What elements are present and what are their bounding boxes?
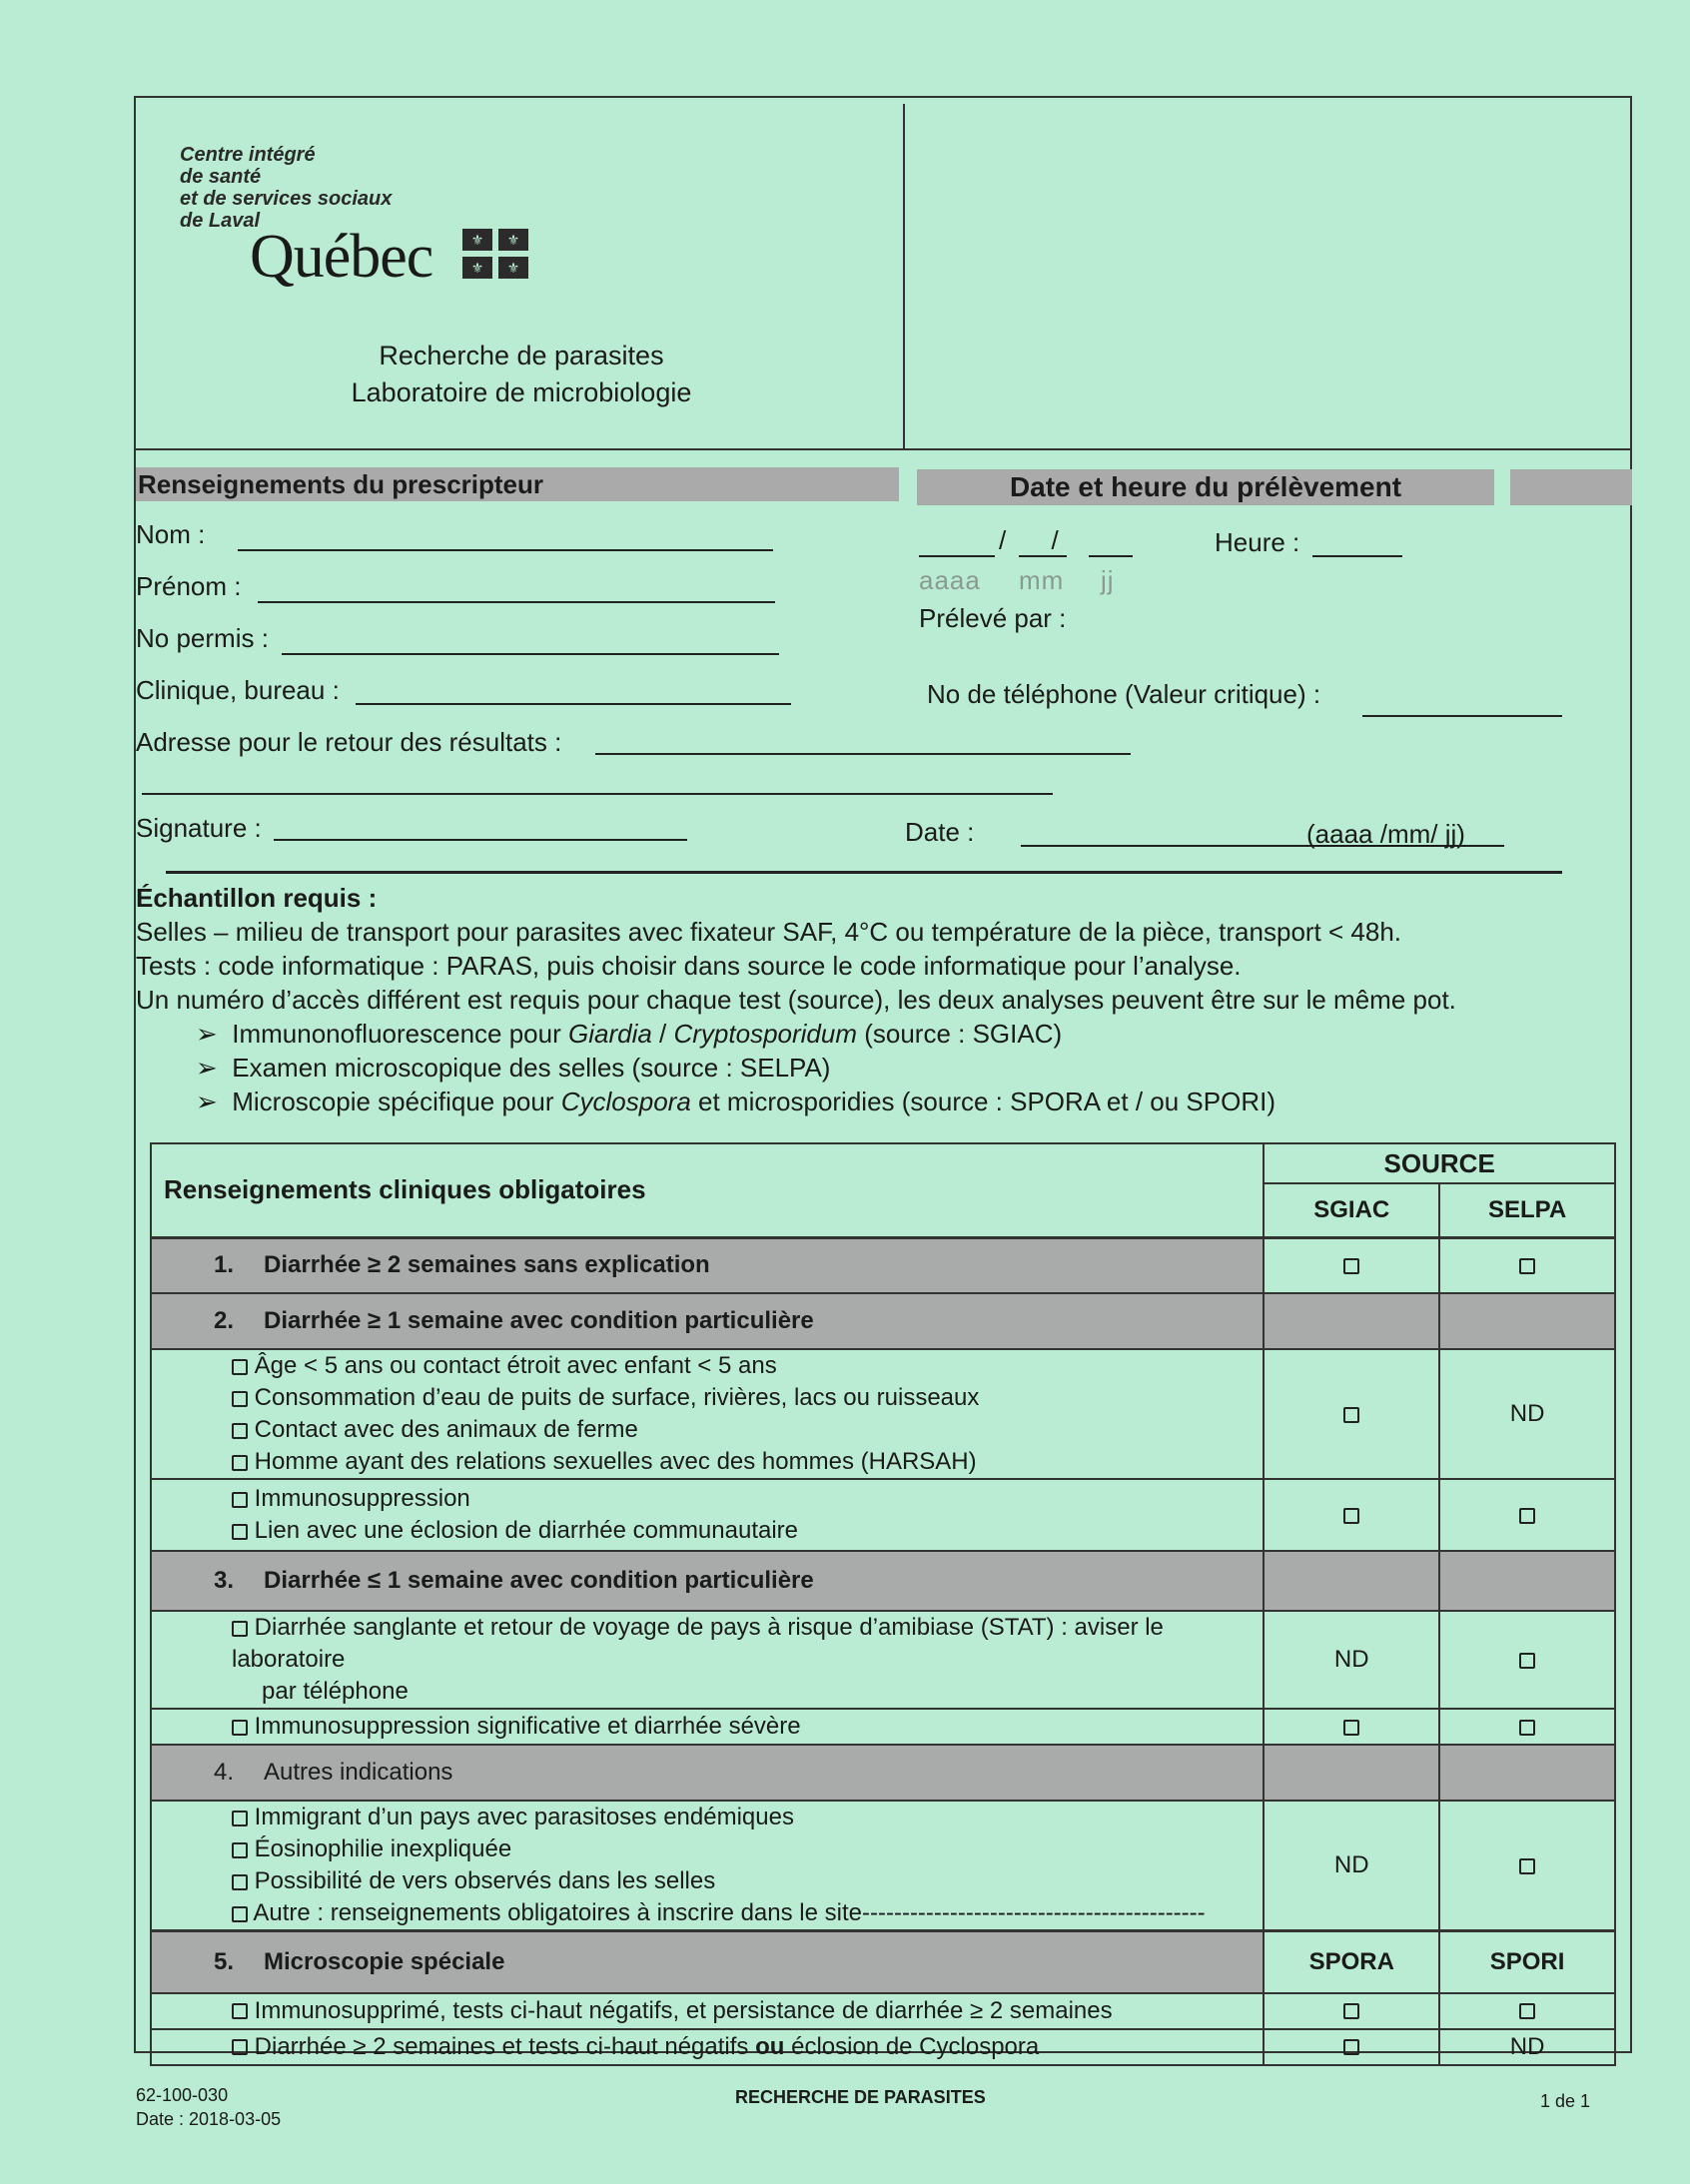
prescriber-section-bar xyxy=(136,467,899,501)
checkbox-icon[interactable] xyxy=(232,1621,248,1637)
form-title xyxy=(262,338,781,411)
row-3-empty xyxy=(1264,1551,1439,1611)
bullet-italic: Cyclospora xyxy=(560,1087,691,1116)
bullet-immunofluorescence: ➢ Immunonofluorescence pour Giardia / Cryptosporidum (source : SGIAC) xyxy=(196,1019,1063,1049)
nom-field[interactable] xyxy=(238,549,773,551)
row-text: Diarrhée ≥ 1 semaine avec condition particulière xyxy=(264,1307,814,1334)
table-row xyxy=(151,1801,1615,1931)
option-text: Contact avec des animaux de ferme xyxy=(254,1416,638,1443)
sample-section xyxy=(136,881,1614,1118)
option-text: Consommation d’eau de puits de surface, rivières, lacs ou ruisseaux xyxy=(254,1384,980,1411)
checkbox-icon[interactable] xyxy=(1519,1720,1535,1736)
list-item xyxy=(232,1350,1251,1382)
year-hint: aaaa xyxy=(919,565,981,595)
footer-left xyxy=(136,2083,281,2131)
telephone-field[interactable] xyxy=(1362,715,1562,717)
table-row xyxy=(151,1349,1615,1479)
collection-section-title: Date et heure du prélèvement xyxy=(1009,471,1402,502)
row-4-empty xyxy=(1439,1745,1615,1801)
table-row xyxy=(151,1479,1615,1551)
sample-title: Échantillon requis : xyxy=(136,883,378,913)
checkbox-icon[interactable] xyxy=(232,1455,248,1471)
table-row xyxy=(151,1993,1615,2029)
list-item xyxy=(232,1446,1251,1478)
table-row xyxy=(151,1709,1615,1745)
nom-label: Nom : xyxy=(136,519,206,549)
organization-name xyxy=(180,144,392,232)
bullet-text: et microsporidies (source : SPORA et / ou SPORI) xyxy=(690,1087,1275,1116)
bullet-text: (source : SGIAC) xyxy=(857,1019,1063,1049)
option-text: Immunosuppression xyxy=(254,1485,470,1512)
bullet-italic: Cryptosporidum xyxy=(673,1019,857,1049)
table-row xyxy=(151,1611,1615,1709)
month-hint: mm xyxy=(1019,565,1065,595)
row-5a-spora[interactable] xyxy=(1264,1993,1439,2029)
row-5-label xyxy=(151,1931,1264,1993)
row-5b-options xyxy=(151,2029,1264,2065)
option-text: par téléphone xyxy=(262,1678,409,1705)
row-4a-sgiac: ND xyxy=(1264,1801,1439,1931)
day-hint: jj xyxy=(1101,565,1115,595)
checkbox-icon[interactable] xyxy=(232,1524,248,1540)
checkbox-icon[interactable] xyxy=(1343,1258,1359,1274)
list-item xyxy=(232,1833,1251,1865)
row-2b-sgiac[interactable] xyxy=(1264,1479,1439,1551)
row-2b-selpa[interactable] xyxy=(1439,1479,1615,1551)
checkbox-icon[interactable] xyxy=(1519,1858,1535,1874)
signature-field[interactable] xyxy=(274,839,687,841)
bullet-examen: ➢ Examen microscopique des selles (source : SELPA) xyxy=(196,1053,831,1083)
date-format-hint: (aaaa /mm/ jj) xyxy=(1306,819,1465,849)
row-2a-sgiac[interactable] xyxy=(1264,1349,1439,1479)
form-code: 62-100-030 xyxy=(136,2085,229,2105)
checkbox-icon[interactable] xyxy=(232,1391,248,1407)
option-bold-text: ou xyxy=(755,2032,785,2060)
signature-label: Signature : xyxy=(136,813,262,843)
list-item xyxy=(232,1483,1251,1515)
org-line: et de services sociaux xyxy=(180,188,393,210)
org-line: de Laval xyxy=(180,210,261,232)
table-row xyxy=(151,1237,1615,1293)
bullet-text: / xyxy=(651,1019,674,1049)
checkbox-icon[interactable] xyxy=(232,1874,248,1890)
permis-field[interactable] xyxy=(282,653,779,655)
section-divider xyxy=(166,871,1562,874)
permis-label: No permis : xyxy=(136,623,269,653)
row-3a-selpa[interactable] xyxy=(1439,1611,1615,1709)
header-divider xyxy=(903,104,905,448)
table-row xyxy=(151,1551,1615,1611)
row-number: 4. xyxy=(214,1759,235,1786)
checkbox-icon[interactable] xyxy=(1343,1508,1359,1524)
spori-header: SPORI xyxy=(1439,1931,1615,1993)
row-4-empty xyxy=(1264,1745,1439,1801)
date-slashes: / / xyxy=(999,525,1059,555)
row-3-label xyxy=(151,1551,1264,1611)
row-text: Diarrhée ≥ 2 semaines sans explication xyxy=(264,1251,710,1279)
option-text: éclosion de Cyclospora xyxy=(784,2032,1040,2060)
telephone-label: No de téléphone (Valeur critique) : xyxy=(927,679,1321,709)
row-2b-options xyxy=(151,1479,1264,1551)
table-row xyxy=(151,2029,1615,2065)
option-text: Diarrhée sanglante et retour de voyage de pays à risque d’amibiase (STAT) : aviser le laboratoire xyxy=(232,1614,1164,1673)
checkbox-icon[interactable] xyxy=(232,2003,248,2019)
checkbox-icon[interactable] xyxy=(232,1811,248,1826)
row-number: 3. xyxy=(214,1567,235,1594)
sample-line: Un numéro d’accès différent est requis pour chaque test (source), les deux analyses peuvent être sur le même pot. xyxy=(136,985,1456,1015)
page-number: 1 de 1 xyxy=(1540,2091,1591,2111)
row-text: Autres indications xyxy=(264,1759,453,1786)
list-item xyxy=(232,1802,1251,1833)
row-text: Microscopie spéciale xyxy=(264,1947,505,1975)
row-5a-options xyxy=(151,1993,1264,2029)
checkbox-icon[interactable] xyxy=(1519,1258,1535,1274)
checkbox-icon[interactable] xyxy=(232,1842,248,1858)
option-text: Immunosuppression significative et diarrhée sévère xyxy=(254,1713,801,1740)
option-text: Âge < 5 ans ou contact étroit avec enfant < 5 ans xyxy=(254,1352,777,1379)
option-text: Homme ayant des relations sexuelles avec des hommes (HARSAH) xyxy=(254,1448,977,1475)
checkbox-icon[interactable] xyxy=(232,1492,248,1508)
sample-line: Selles – milieu de transport pour parasites avec fixateur SAF, 4°C ou température de la pièce, transport < 48h. xyxy=(136,917,1402,947)
row-3-empty xyxy=(1439,1551,1615,1611)
form-title-line: Recherche de parasites xyxy=(379,341,664,370)
option-text: Possibilité de vers observés dans les selles xyxy=(254,1867,716,1894)
row-2-empty xyxy=(1264,1293,1439,1349)
row-3a-sgiac: ND xyxy=(1264,1611,1439,1709)
option-text: Diarrhée ≥ 2 semaines et tests ci-haut négatifs xyxy=(254,2032,756,2060)
list-item xyxy=(232,1515,1251,1547)
adresse-field-line2[interactable] xyxy=(142,793,1053,795)
source-header: SOURCE xyxy=(1264,1143,1615,1183)
bullet-microscopie: ➢ Microscopie spécifique pour Cyclospora et microsporidies (source : SPORA et / ou SPORI) xyxy=(196,1087,1275,1116)
collection-day-field[interactable] xyxy=(1089,555,1133,557)
bullet-text: Immunonofluorescence pour xyxy=(232,1019,568,1049)
row-3a-options xyxy=(151,1611,1264,1709)
clinique-label: Clinique, bureau : xyxy=(136,675,340,705)
option-text: Lien avec une éclosion de diarrhée communautaire xyxy=(254,1517,799,1544)
quebec-logo-word: Québec xyxy=(250,223,433,291)
org-line: Centre intégré xyxy=(180,144,316,166)
bullet-text: Examen microscopique des selles (source : SELPA) xyxy=(232,1053,831,1083)
option-text: Immigrant d’un pays avec parasitoses endémiques xyxy=(254,1804,794,1830)
row-5b-spora[interactable] xyxy=(1264,2029,1439,2065)
row-text: Diarrhée ≤ 1 semaine avec condition particulière xyxy=(264,1567,814,1594)
row-1-label xyxy=(151,1237,1264,1293)
option-text: Éosinophilie inexpliquée xyxy=(254,1835,512,1862)
list-item xyxy=(232,1995,1251,2027)
form-subtitle-line: Laboratoire de microbiologie xyxy=(351,377,692,407)
checkbox-icon[interactable] xyxy=(1519,2003,1535,2019)
list-item xyxy=(232,1897,1251,1929)
row-3b-selpa[interactable] xyxy=(1439,1709,1615,1745)
collection-section-bar xyxy=(917,469,1494,505)
bullet-text: Microscopie spécifique pour xyxy=(232,1087,561,1116)
header-bottom-line xyxy=(134,448,1632,450)
bullet-italic: Giardia xyxy=(567,1019,652,1049)
option-text: Autre : renseignements obligatoires à inscrire dans le site------------------------------------------- xyxy=(253,1899,1206,1926)
sgiac-header: SGIAC xyxy=(1264,1183,1439,1237)
date-label: Date : xyxy=(905,817,975,847)
checkbox-icon[interactable] xyxy=(1343,2039,1359,2055)
form-date: Date : 2018-03-05 xyxy=(136,2109,282,2129)
section-bar-end xyxy=(1510,469,1632,505)
clinique-field[interactable] xyxy=(356,703,791,705)
checkbox-icon[interactable] xyxy=(1343,1407,1359,1423)
row-5a-spori[interactable] xyxy=(1439,1993,1615,2029)
list-item xyxy=(232,1711,1251,1743)
prenom-field[interactable] xyxy=(258,601,775,603)
checkbox-icon[interactable] xyxy=(1519,1508,1535,1524)
checkbox-icon[interactable] xyxy=(1343,2003,1359,2019)
prescriber-section-title: Renseignements du prescripteur xyxy=(138,469,543,499)
row-3b-options xyxy=(151,1709,1264,1745)
prenom-label: Prénom : xyxy=(136,571,242,601)
row-2-empty xyxy=(1439,1293,1615,1349)
heure-label: Heure : xyxy=(1215,527,1300,557)
table-header-left: Renseignements cliniques obligatoires xyxy=(151,1143,1264,1237)
row-number: 1. xyxy=(214,1251,235,1279)
row-1-selpa[interactable] xyxy=(1439,1237,1615,1293)
checkbox-icon[interactable] xyxy=(232,1720,248,1736)
row-2-label xyxy=(151,1293,1264,1349)
list-item xyxy=(232,1414,1251,1446)
list-item xyxy=(232,1382,1251,1414)
collection-year-field[interactable] xyxy=(919,555,995,557)
footer-title: RECHERCHE DE PARASITES xyxy=(735,2087,986,2107)
row-4a-options xyxy=(151,1801,1264,1931)
row-1-sgiac[interactable] xyxy=(1264,1237,1439,1293)
row-number: 2. xyxy=(214,1307,235,1334)
table-row xyxy=(151,1931,1615,1993)
row-4-label xyxy=(151,1745,1264,1801)
quebec-flag-icon: ⚜ ⚜ ⚜ ⚜ xyxy=(462,229,528,279)
list-item xyxy=(232,2031,1251,2063)
spora-header: SPORA xyxy=(1264,1931,1439,1993)
row-4a-selpa[interactable] xyxy=(1439,1801,1615,1931)
row-2a-selpa: ND xyxy=(1439,1349,1615,1479)
table-row xyxy=(151,1293,1615,1349)
option-text: Immunosupprimé, tests ci-haut négatifs, et persistance de diarrhée ≥ 2 semaines xyxy=(254,1996,1113,2024)
checkbox-icon[interactable] xyxy=(1343,1720,1359,1736)
list-item xyxy=(232,1865,1251,1897)
checkbox-icon[interactable] xyxy=(1519,1653,1535,1669)
adresse-label: Adresse pour le retour des résultats : xyxy=(136,727,562,757)
org-line: de santé xyxy=(180,166,262,188)
table-row xyxy=(151,1745,1615,1801)
list-item xyxy=(232,1612,1251,1676)
selpa-header: SELPA xyxy=(1439,1183,1615,1237)
row-5b-spori: ND xyxy=(1439,2029,1615,2065)
adresse-field[interactable] xyxy=(595,753,1131,755)
checkbox-icon[interactable] xyxy=(232,1906,248,1922)
row-2a-options xyxy=(151,1349,1264,1479)
sample-line: Tests : code informatique : PARAS, puis choisir dans source le code informatique pour l’analyse. xyxy=(136,951,1242,981)
row-3b-sgiac[interactable] xyxy=(1264,1709,1439,1745)
checkbox-icon[interactable] xyxy=(232,1359,248,1375)
clinical-info-table xyxy=(150,1142,1616,2066)
preleve-par-label: Prélevé par : xyxy=(919,603,1067,633)
row-number: 5. xyxy=(214,1947,235,1975)
checkbox-icon[interactable] xyxy=(232,2039,248,2055)
heure-field[interactable] xyxy=(1312,555,1402,557)
checkbox-icon[interactable] xyxy=(232,1423,248,1439)
